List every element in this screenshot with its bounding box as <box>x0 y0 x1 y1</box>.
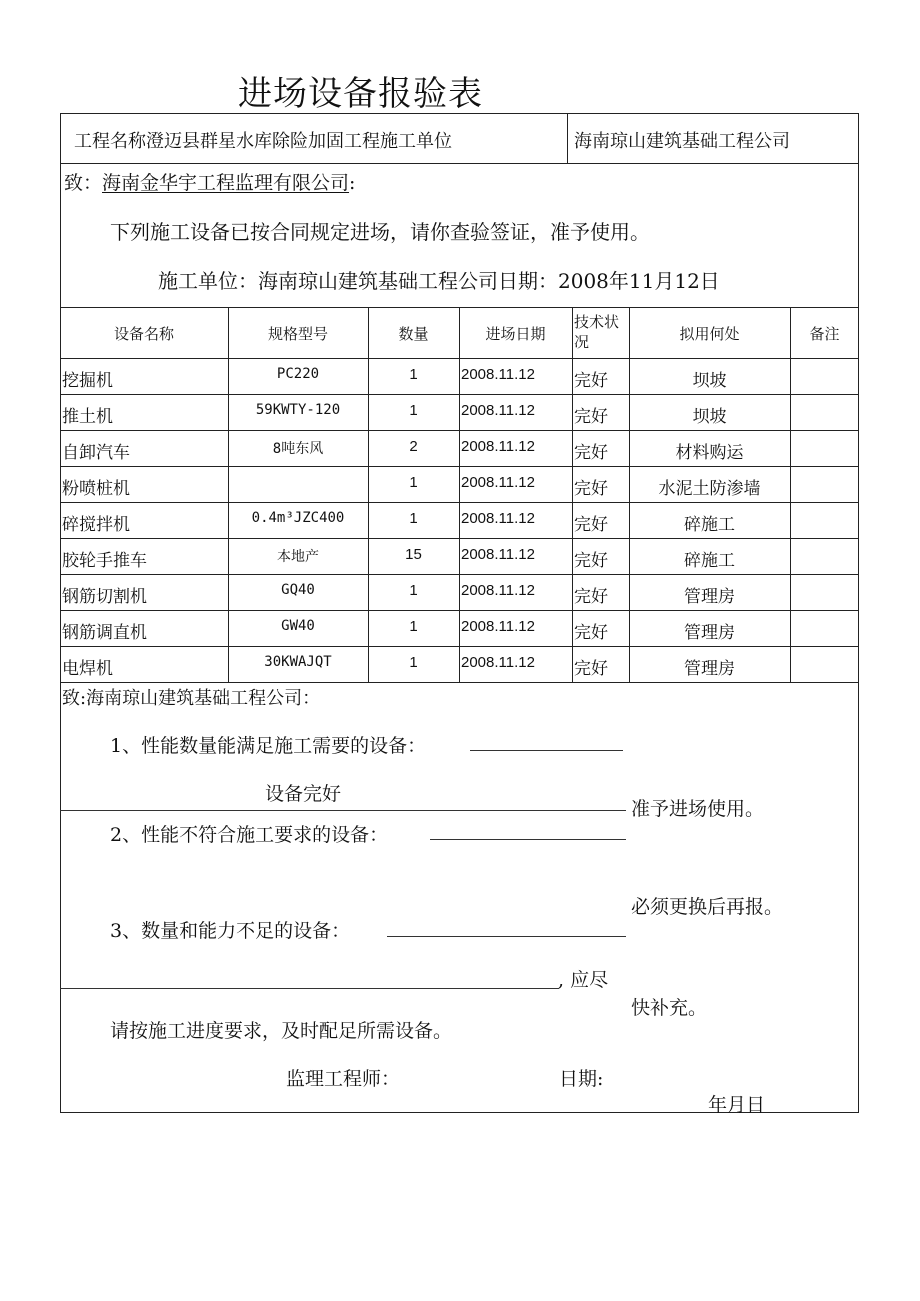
date-value: 年月日 <box>708 1094 766 1116</box>
cell-status: 完好 <box>574 515 608 535</box>
item1-text: 1、性能数量能满足施工需要的设备： <box>110 735 427 757</box>
table-row <box>60 394 859 430</box>
cell-place: 水泥土防渗墙 <box>658 479 761 499</box>
cell-status: 完好 <box>574 551 608 571</box>
reply-to: 致:海南琼山建筑基础工程公司： <box>62 688 321 709</box>
cell-place: 碎施工 <box>684 551 735 571</box>
cell-name: 钢筋调直机 <box>62 623 147 643</box>
table-row <box>60 646 859 682</box>
cell-place: 碎施工 <box>684 515 735 535</box>
item2-text: 2、性能不符合施工要求的设备： <box>110 824 389 846</box>
header-status <box>574 312 627 352</box>
cell-model: GW40 <box>281 618 315 634</box>
cell-place: 管理房 <box>684 587 735 607</box>
cell-model: PC220 <box>276 366 320 382</box>
table-row <box>60 610 859 646</box>
cell-name: 自卸汽车 <box>62 443 130 463</box>
contractor-name: 海南琼山建筑基础工程公司 <box>574 131 790 152</box>
cell-name: 碎搅拌机 <box>62 515 130 535</box>
cell-date: 2008.11.12 <box>461 654 535 671</box>
header-date: 进场日期 <box>485 325 546 343</box>
cell-name: 挖掘机 <box>62 371 113 391</box>
item1-answer-underline <box>60 810 626 811</box>
cell-status: 完好 <box>574 407 608 427</box>
item3-tail-b: 快补充。 <box>631 997 708 1019</box>
to-prefix: 致： <box>64 172 103 194</box>
cell-date: 2008.11.12 <box>461 438 535 455</box>
cell-date: 2008.11.12 <box>461 474 535 491</box>
supervisor-name: 海南金华宇工程监理有限公司 <box>102 172 350 194</box>
item2-underline <box>430 839 626 840</box>
cell-qty: 15 <box>405 546 422 563</box>
cell-place: 坝坡 <box>692 407 727 427</box>
cell-qty: 1 <box>409 474 418 491</box>
table-row <box>60 538 859 574</box>
reply-note: 请按施工进度要求，及时配足所需设备。 <box>110 1020 453 1042</box>
cell-status: 完好 <box>574 371 608 391</box>
item2-tail: 必须更换后再报。 <box>631 896 784 918</box>
cell-date: 2008.11.12 <box>461 510 535 527</box>
cell-date: 2008.11.12 <box>461 366 535 383</box>
project-name: 工程名称澄迈县群星水库除险加固工程施工单位 <box>74 131 452 152</box>
cell-qty: 1 <box>409 654 418 671</box>
unit-line: 施工单位：海南琼山建筑基础工程公司日期：2008年11月12日 <box>158 269 720 293</box>
to-supervisor-line <box>64 168 355 195</box>
cell-status: 完好 <box>574 587 608 607</box>
table-row <box>60 466 859 502</box>
cell-model: 0.4m³JZC400 <box>251 510 345 526</box>
header-qty: 数量 <box>398 325 429 343</box>
cell-name: 电焊机 <box>62 659 113 679</box>
item3-tail-a: , 应尽 <box>558 969 609 991</box>
cell-place: 坝坡 <box>692 371 727 391</box>
cell-name: 推土机 <box>62 407 113 427</box>
header-note: 备注 <box>809 325 840 343</box>
table-row <box>60 430 859 466</box>
cell-model: GQ40 <box>281 582 315 598</box>
cell-status: 完好 <box>574 479 608 499</box>
cell-status: 完好 <box>574 443 608 463</box>
item3-second-underline <box>60 988 559 989</box>
cell-name: 钢筋切割机 <box>62 587 147 607</box>
cell-status: 完好 <box>574 623 608 643</box>
header-status-line1: 技术状 <box>574 313 620 331</box>
cell-model: 本地产 <box>277 549 319 565</box>
item1-underline <box>470 750 623 751</box>
cell-place: 管理房 <box>684 659 735 679</box>
cell-qty: 1 <box>409 402 418 419</box>
row-divider <box>60 163 859 164</box>
table-row-divider <box>60 682 859 683</box>
item3-underline <box>387 936 626 937</box>
cell-model: 30KWAJQT <box>264 654 332 670</box>
cell-date: 2008.11.12 <box>461 546 535 563</box>
cell-name: 胶轮手推车 <box>62 551 147 571</box>
item3-text: 3、数量和能力不足的设备： <box>110 920 351 942</box>
cell-qty: 1 <box>409 582 418 599</box>
header-model: 规格型号 <box>267 325 328 343</box>
header-place: 拟用何处 <box>679 325 740 343</box>
item1-tail: 准予进场使用。 <box>631 798 765 820</box>
cell-name: 粉喷桩机 <box>62 479 130 499</box>
engineer-label: 监理工程师： <box>286 1068 401 1090</box>
cell-qty: 2 <box>409 438 418 455</box>
item1-answer: 设备完好 <box>265 783 342 805</box>
cell-date: 2008.11.12 <box>461 618 535 635</box>
cell-date: 2008.11.12 <box>461 402 535 419</box>
table-row <box>60 502 859 538</box>
cell-place: 材料购运 <box>675 443 744 463</box>
statement: 下列施工设备已按合同规定进场，请你查验签证，准予使用。 <box>110 220 650 244</box>
header-status-line2: 况 <box>574 333 590 351</box>
cell-place: 管理房 <box>684 623 735 643</box>
to-suffix: : <box>349 172 356 194</box>
cell-qty: 1 <box>409 366 418 383</box>
cell-model: 59KWTY-120 <box>255 402 341 418</box>
table-row <box>60 574 859 610</box>
cell-qty: 1 <box>409 618 418 635</box>
cell-model: 8吨东风 <box>272 441 324 457</box>
table-row <box>60 358 859 394</box>
cell-qty: 1 <box>409 510 418 527</box>
form-title: 进场设备报验表 <box>238 74 483 114</box>
header-divider <box>567 113 568 163</box>
cell-status: 完好 <box>574 659 608 679</box>
cell-date: 2008.11.12 <box>461 582 535 599</box>
date-label: 日期: <box>559 1068 604 1090</box>
header-name: 设备名称 <box>113 325 174 343</box>
